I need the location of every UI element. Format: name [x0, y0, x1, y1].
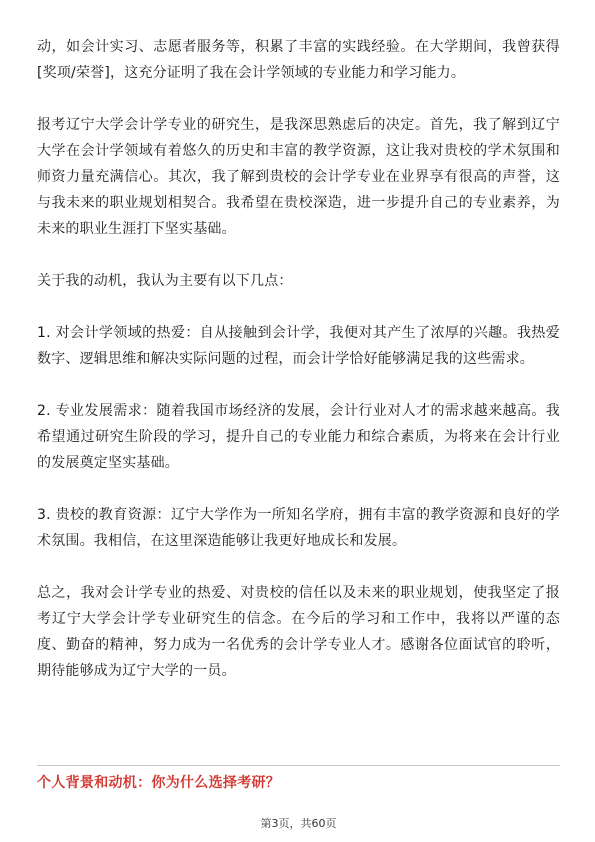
- paragraph-1: 动，如会计实习、志愿者服务等，积累了丰富的实践经验。在大学期间，我曾获得[奖项/荣誉]，这充分证明了我在会计学领域的专业能力和学习能力。: [37, 39, 560, 81]
- section-divider: [37, 765, 560, 766]
- paragraph-3: 关于我的动机，我认为主要有以下几点：: [37, 273, 293, 289]
- paragraph-2: 报考辽宁大学会计学专业的研究生，是我深思熟虑后的决定。首先，我了解到辽宁大学在会计学领域有着悠久的历史和丰富的教学资源，这让我对贵校的学术氛围和师资力量充满信心。其次，我了解到贵校的会计学专业在业界享有很高的声誉，这与我未来的职业规划相契合。我希望在贵校深造，进一步提升自己的专业素养，为未来的职业生涯打下坚实基础。: [37, 117, 560, 237]
- document-body: [37, 34, 560, 710]
- paragraph-5: 2. 专业发展需求：随着我国市场经济的发展，会计行业对人才的需求越来越高。我希望通过研究生阶段的学习，提升自己的专业能力和综合素质，为将来在会计行业的发展奠定坚实基础。: [37, 403, 560, 471]
- page-indicator: 第3页，共60页: [260, 817, 337, 830]
- paragraph-4: 1. 对会计学领域的热爱：自从接触到会计学，我便对其产生了浓厚的兴趣。我热爱数字、逻辑思维和解决实际问题的过程，而会计学恰好能够满足我的这些需求。: [37, 325, 560, 367]
- section-heading: 个人背景和动机：你为什么选择考研？: [37, 775, 281, 791]
- paragraph-6: 3. 贵校的教育资源：辽宁大学作为一所知名学府，拥有丰富的教学资源和良好的学术氛围。我相信，在这里深造能够让我更好地成长和发展。: [37, 507, 560, 549]
- paragraph-7: 总之，我对会计学专业的热爱、对贵校的信任以及未来的职业规划，使我坚定了报考辽宁大学会计学专业研究生的信念。在今后的学习和工作中，我将以严谨的态度、勤奋的精神，努力成为一名优秀的会计学专业人才。感谢各位面试官的聆听，期待能够成为辽宁大学的一员。: [37, 585, 560, 679]
- document-page: [37, 0, 560, 842]
